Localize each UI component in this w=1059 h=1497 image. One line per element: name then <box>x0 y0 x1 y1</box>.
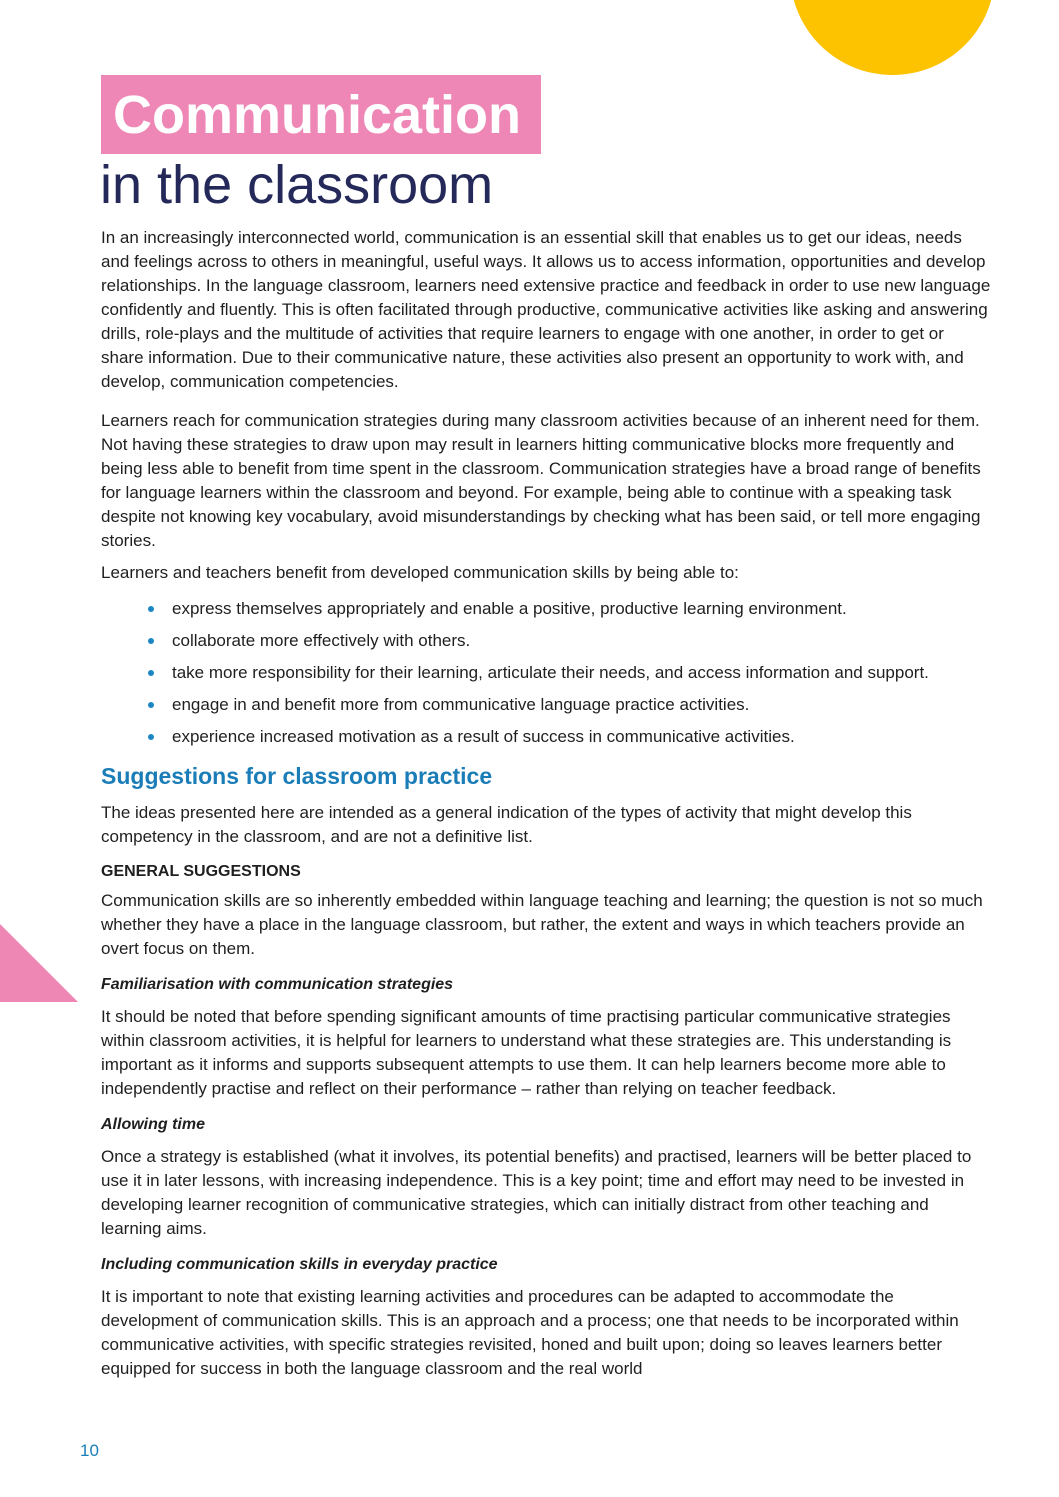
general-suggestions-text: Communication skills are so inherently embedded within language teaching and learning; the question is not so much whether they have a place in the language classroom, but rather, the extent and ways in which teachers provide an overt focus on them. <box>101 891 983 958</box>
section-heading-suggestions: Suggestions for classroom practice <box>101 763 493 789</box>
intro-paragraph-1: In an increasingly interconnected world, communication is an essential skill that enables us to get our ideas, needs and feelings across to others in meaningful, useful ways. It allows us to access information, opportunities and develop relationships. In the language classroom, learners need extensive practice and feedback in order to use new language confidently and fluently. This is often facilitated through productive, communicative activities like asking and answering drills, role-plays and the multitude of activities that require learners to engage with one another, in order to get or share information. Due to their communicative nature, these activities also present an opportunity to work with, and develop, communication competencies. <box>101 228 991 391</box>
allowing-time-heading: Allowing time <box>101 1116 205 1133</box>
page-title-highlight: Communication <box>113 85 522 145</box>
list-item: collaborate more effectively with others. <box>147 625 991 657</box>
intro-paragraph-2: Learners reach for communication strategies during many classroom activities because of an inherent need for them. Not having these strategies to draw upon may result in learners hitting communicative blocks more frequently and being less able to benefit from time spent in the classroom. Communication strategies have a broad range of benefits for language learners within the classroom and beyond. For example, being able to continue with a speaking task despite not knowing key vocabulary, avoid misunderstandings by checking what has been said, or tell more engaging stories. <box>101 411 981 550</box>
list-item: experience increased motivation as a result of success in communicative activities. <box>147 721 991 753</box>
familiarisation-text: It should be noted that before spending significant amounts of time practising particular communicative strategies within classroom activities, it is helpful for learners to understand what these strategies are. This understanding is important as it informs and supports subsequent attempts to use them. It can help learners become more able to independently practise and reflect on their performance – rather than relying on teacher feedback. <box>101 1007 952 1098</box>
everyday-practice-heading: Including communication skills in everyday practice <box>101 1256 498 1273</box>
general-suggestions-heading: GENERAL SUGGESTIONS <box>101 863 301 880</box>
page-number: 10 <box>80 1441 99 1460</box>
familiarisation-heading: Familiarisation with communication strategies <box>101 976 454 993</box>
everyday-practice-text: It is important to note that existing learning activities and procedures can be adapted to accommodate the development of communication skills. This is an approach and a process; one that needs to be incorporated within communicative activities, with specific strategies revisited, honed and built upon; doing so leaves learners better equipped for success in both the language classroom and the real world <box>101 1287 959 1378</box>
decorative-pink-triangle <box>0 924 78 1002</box>
page-title: in the classroom <box>100 155 494 215</box>
list-item: take more responsibility for their learning, articulate their needs, and access information and support. <box>147 657 991 689</box>
article-body <box>101 226 991 1381</box>
benefits-list <box>101 593 991 753</box>
allowing-time-text: Once a strategy is established (what it involves, its potential benefits) and practised, learners will be better placed to use it in later lessons, with increasing independence. This is a key point; time and effort may need to be invested in developing learner recognition of communicative strategies, which can initially distract from other teaching and learning aims. <box>101 1147 972 1238</box>
suggestions-intro: The ideas presented here are intended as a general indication of the types of activity that might develop this competency in the classroom, and are not a definitive list. <box>101 803 912 846</box>
decorative-yellow-circle <box>790 0 995 75</box>
list-item: express themselves appropriately and enable a positive, productive learning environment. <box>147 593 991 625</box>
list-item: engage in and benefit more from communicative language practice activities. <box>147 689 991 721</box>
intro-paragraph-3: Learners and teachers benefit from developed communication skills by being able to: <box>101 563 739 582</box>
